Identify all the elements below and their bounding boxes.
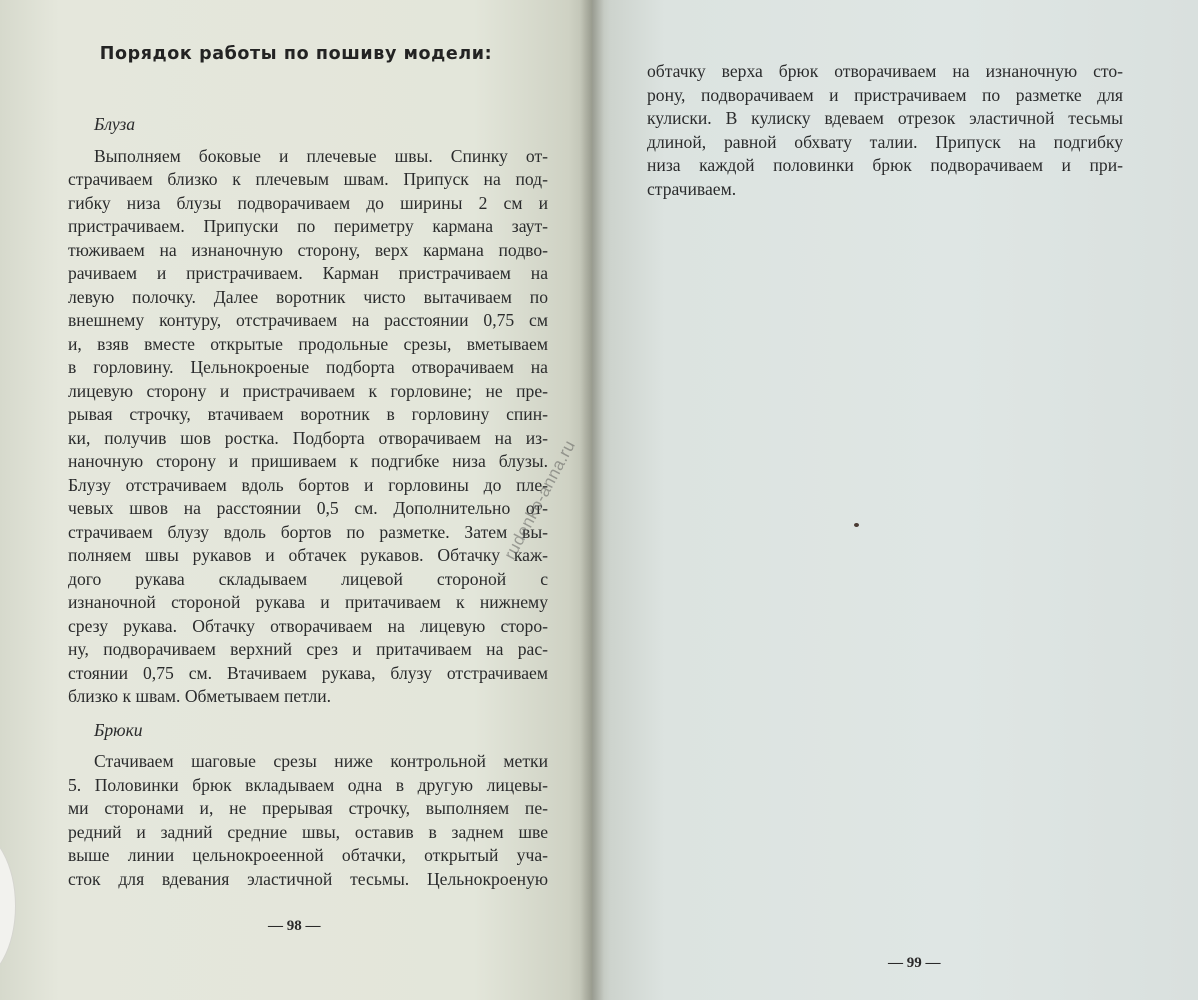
ink-speck [854,523,859,527]
text-line: длиной, равной обхвату талии. Припуск на подгибку [647,131,1123,152]
text-line: Стачиваем шаговые срезы ниже контрольной метки [94,751,548,771]
text-line: близко к швам. Обметываем петли. [68,686,332,706]
text-line: наночную сторону и пришиваем к подгибке низа блузы. [68,451,548,471]
text-line: обтачку верха брюк отворачиваем на изнаночную сто- [647,61,1123,81]
section-heading-trousers: Брюки [94,719,143,740]
text-line: ки, получив шов ростка. Подборта отворачиваем на из- [68,427,548,448]
text-line: в горловину. Цельнокроеные подборта отворачиваем на [68,357,548,377]
text-line: сток для вдевания эластичной тесьмы. Цельнокроеную [68,868,548,889]
edge-object [0,830,16,982]
left-page [0,0,592,1000]
text-line: рачиваем и пристрачиваем. Карман пристрачиваем на [68,263,548,283]
text-line: чевых швов на расстоянии 0,5 см. Дополнительно от- [68,498,548,518]
text-line: Выполняем боковые и плечевые швы. Спинку от- [94,145,548,166]
text-line: выше линии цельнокроеенной обтачки, открытый уча- [68,845,548,865]
text-line: кулиски. В кулиску вдеваем отрезок эластичной тесьмы [647,108,1123,128]
text-line: пристрачиваем. Припуски по периметру кармана заут- [68,216,548,236]
text-line: тюживаем на изнаночную сторону, верх кармана подво- [68,239,548,260]
text-line: гибку низа блузы подворачиваем до ширины 2 см и [68,192,548,213]
paragraph-trousers [68,750,548,891]
text-line: ну, подворачиваем верхний срез и притачиваем на рас- [68,639,548,659]
text-line: страчиваем близко к плечевым швам. Припуск на под- [68,169,548,189]
left-column [68,113,548,891]
text-line: полняем швы рукавов и обтачек рукавов. Обтачку каж- [68,545,548,565]
page-number-right: — 99 — [888,955,941,971]
text-line: стоянии 0,75 см. Втачиваем рукава, блузу отстрачиваем [68,662,548,683]
text-line: низа каждой половинки брюк подворачиваем и при- [647,155,1123,175]
text-line: Блузу отстрачиваем вдоль бортов и горловины до пле- [68,474,548,495]
text-line: лицевую сторону и пристрачиваем к горловине; не пре- [68,380,548,401]
text-line: дого рукава складываем лицевой стороной с [68,568,548,589]
right-column [647,60,1123,201]
text-line: изнаночной стороной рукава и притачиваем к нижнему [68,592,548,612]
text-line: рону, подворачиваем и пристрачиваем по разметке для [647,84,1123,105]
text-line: редний и задний средние швы, оставив в заднем шве [68,821,548,842]
text-line: 5. Половинки брюк вкладываем одна в другую лицевы- [68,774,548,795]
text-line: внешнему контуру, отстрачиваем на расстоянии 0,75 см [68,310,548,330]
text-line: срезу рукава. Обтачку отворачиваем на лицевую сторо- [68,615,548,636]
page-title: Порядок работы по пошиву модели: [99,44,493,64]
text-line: ми сторонами и, не прерывая строчку, выполняем пе- [68,798,548,818]
page-number-left: — 98 — [268,918,321,934]
paragraph-blouse [68,145,548,709]
text-line: левую полочку. Далее воротник чисто вытачиваем по [68,286,548,307]
text-line: и, взяв вместе открытые продольные срезы, вметываем [68,333,548,354]
text-line: страчиваем. [647,178,737,199]
section-heading-blouse: Блуза [94,114,136,134]
book-gutter [580,0,604,1000]
watermark: rudenko-anna.ru [500,436,580,563]
text-line: рывая строчку, втачиваем воротник в горловину спин- [68,404,548,424]
text-line: страчиваем блузу вдоль бортов по разметке. Затем вы- [68,521,548,542]
